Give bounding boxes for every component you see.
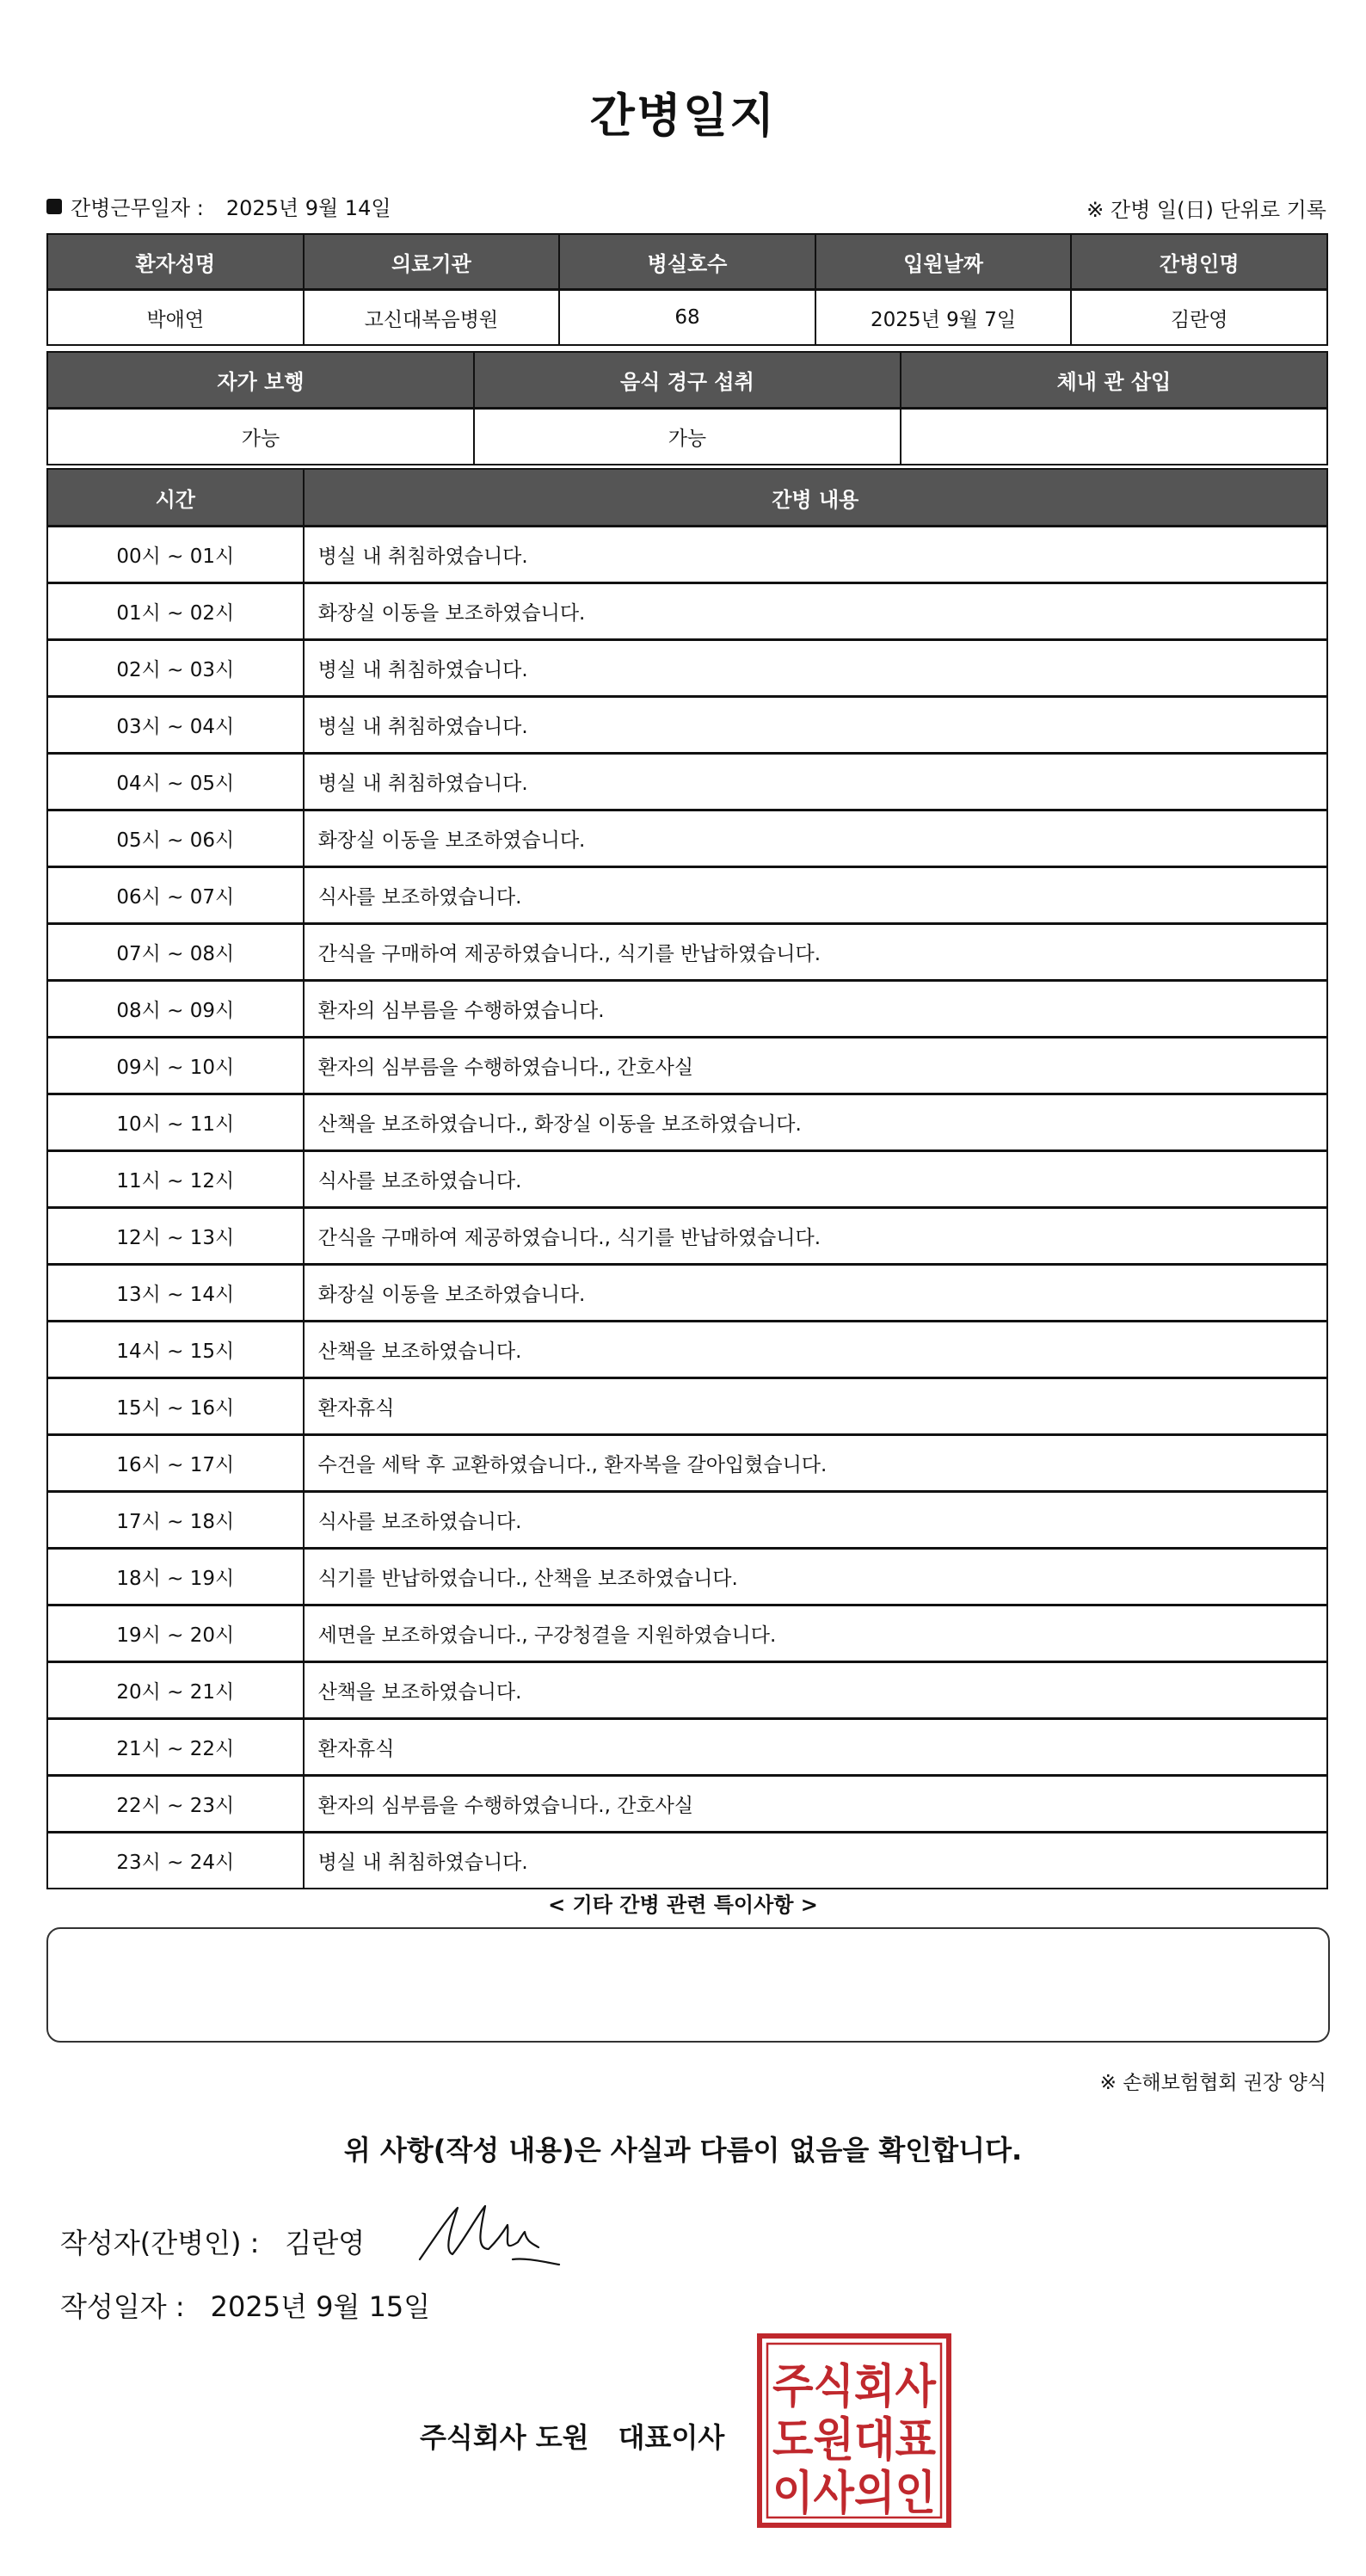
admission-date: 2025년 9월 7일 — [815, 290, 1072, 346]
care-content: 병실 내 취침하였습니다. — [304, 697, 1327, 754]
header-room-number: 병실호수 — [559, 234, 815, 290]
time-slot: 16시 ~ 17시 — [47, 1435, 304, 1492]
writer-line — [60, 2222, 365, 2261]
work-date — [46, 191, 391, 221]
table-row — [47, 1605, 1327, 1662]
written-date-line — [60, 2285, 430, 2325]
writer-label: 작성자(간병인) : — [60, 2227, 260, 2259]
care-content: 화장실 이동을 보조하였습니다. — [304, 1265, 1327, 1322]
care-content: 간식을 구매하여 제공하였습니다., 식기를 반납하였습니다. — [304, 1208, 1327, 1265]
care-content: 식사를 보조하였습니다. — [304, 1151, 1327, 1208]
care-content: 화장실 이동을 보조하였습니다. — [304, 583, 1327, 640]
header-caregiver-name: 간병인명 — [1071, 234, 1327, 290]
header-time: 시간 — [47, 469, 304, 527]
care-content: 간식을 구매하여 제공하였습니다., 식기를 반납하였습니다. — [304, 924, 1327, 981]
table-row — [47, 1833, 1327, 1889]
form-source-note: ※ 손해보험협회 권장 양식 — [1099, 2072, 1326, 2094]
time-slot: 23시 ~ 24시 — [47, 1833, 304, 1889]
care-log-table — [46, 468, 1328, 1889]
company-name: 주식회사 도원 — [420, 2421, 589, 2454]
table-row — [47, 1435, 1327, 1492]
time-slot: 08시 ~ 09시 — [47, 981, 304, 1038]
oral-intake: 가능 — [474, 409, 901, 465]
time-slot: 13시 ~ 14시 — [47, 1265, 304, 1322]
care-content: 병실 내 취침하였습니다. — [304, 527, 1327, 583]
time-slot: 05시 ~ 06시 — [47, 810, 304, 867]
page-title: 간병일지 — [589, 89, 777, 143]
care-content: 환자의 심부름을 수행하였습니다., 간호사실 — [304, 1776, 1327, 1833]
work-date-value: 2025년 9월 14일 — [225, 196, 391, 220]
table-row — [47, 754, 1327, 810]
notes-title: < 기타 간병 관련 특이사항 > — [548, 1893, 818, 1917]
seal-text-line: 주식회사 — [772, 2359, 937, 2413]
care-content: 병실 내 취침하였습니다. — [304, 1833, 1327, 1889]
table-row — [47, 1038, 1327, 1094]
patient-info-table — [46, 233, 1328, 346]
time-slot: 19시 ~ 20시 — [47, 1605, 304, 1662]
time-slot: 18시 ~ 19시 — [47, 1549, 304, 1605]
time-slot: 01시 ~ 02시 — [47, 583, 304, 640]
care-content: 식기를 반납하였습니다., 산책을 보조하였습니다. — [304, 1549, 1327, 1605]
time-slot: 20시 ~ 21시 — [47, 1662, 304, 1719]
time-slot: 02시 ~ 03시 — [47, 640, 304, 697]
special-notes-box — [46, 1927, 1330, 2043]
care-content: 환자휴식 — [304, 1378, 1327, 1435]
time-slot: 09시 ~ 10시 — [47, 1038, 304, 1094]
table-row — [47, 867, 1327, 924]
care-content: 병실 내 취침하였습니다. — [304, 640, 1327, 697]
bullet-square-icon — [46, 199, 62, 214]
time-slot: 14시 ~ 15시 — [47, 1322, 304, 1378]
time-slot: 03시 ~ 04시 — [47, 697, 304, 754]
table-row — [47, 924, 1327, 981]
self-walking: 가능 — [47, 409, 474, 465]
care-content: 세면을 보조하였습니다., 구강청결을 지원하였습니다. — [304, 1605, 1327, 1662]
table-row — [47, 1265, 1327, 1322]
seal-text-line: 이사의인 — [772, 2466, 936, 2520]
care-content: 환자휴식 — [304, 1719, 1327, 1776]
time-slot: 15시 ~ 16시 — [47, 1378, 304, 1435]
care-content: 수건을 세탁 후 교환하였습니다., 환자복을 갈아입혔습니다. — [304, 1435, 1327, 1492]
table-row — [47, 1208, 1327, 1265]
time-slot: 21시 ~ 22시 — [47, 1719, 304, 1776]
care-content: 병실 내 취침하였습니다. — [304, 754, 1327, 810]
time-slot: 22시 ~ 23시 — [47, 1776, 304, 1833]
table-row — [47, 1662, 1327, 1719]
time-slot: 00시 ~ 01시 — [47, 527, 304, 583]
table-row — [47, 1549, 1327, 1605]
time-slot: 04시 ~ 05시 — [47, 754, 304, 810]
header-patient-name: 환자성명 — [47, 234, 304, 290]
time-slot: 17시 ~ 18시 — [47, 1492, 304, 1549]
header-admission-date: 입원날짜 — [815, 234, 1072, 290]
confirmation-statement: 위 사항(작성 내용)은 사실과 다름이 없음을 확인합니다. — [343, 2134, 1023, 2166]
care-content: 환자의 심부름을 수행하였습니다., 간호사실 — [304, 1038, 1327, 1094]
care-content: 화장실 이동을 보조하였습니다. — [304, 810, 1327, 867]
header-care-content: 간병 내용 — [304, 469, 1327, 527]
table-row — [47, 583, 1327, 640]
table-row — [47, 1094, 1327, 1151]
table-row — [47, 810, 1327, 867]
writer-name: 김란영 — [285, 2227, 366, 2259]
care-content: 산책을 보조하였습니다., 화장실 이동을 보조하였습니다. — [304, 1094, 1327, 1151]
table-row — [47, 1151, 1327, 1208]
time-slot: 10시 ~ 11시 — [47, 1094, 304, 1151]
table-row — [47, 1378, 1327, 1435]
time-slot: 07시 ~ 08시 — [47, 924, 304, 981]
time-slot: 06시 ~ 07시 — [47, 867, 304, 924]
room-number: 68 — [559, 290, 815, 346]
table-row — [47, 1322, 1327, 1378]
table-row — [47, 1492, 1327, 1549]
care-content: 산책을 보조하였습니다. — [304, 1322, 1327, 1378]
time-slot: 11시 ~ 12시 — [47, 1151, 304, 1208]
seal-text-line: 도원대표 — [772, 2413, 936, 2467]
signature — [413, 2199, 568, 2271]
header-tube-insertion: 체내 관 삽입 — [901, 352, 1327, 409]
care-content: 환자의 심부름을 수행하였습니다. — [304, 981, 1327, 1038]
patient-status-table — [46, 351, 1328, 465]
table-row — [47, 640, 1327, 697]
header-hospital: 의료기관 — [304, 234, 560, 290]
header-oral-intake: 음식 경구 섭취 — [474, 352, 901, 409]
table-row — [47, 1719, 1327, 1776]
care-content: 산책을 보조하였습니다. — [304, 1662, 1327, 1719]
caregiver-name: 김란영 — [1071, 290, 1327, 346]
company-signoff — [420, 2416, 724, 2456]
time-slot: 12시 ~ 13시 — [47, 1208, 304, 1265]
company-seal — [757, 2333, 951, 2528]
hospital: 고신대복음병원 — [304, 290, 560, 346]
work-date-label: 간병근무일자 : — [71, 196, 204, 220]
patient-name: 박애연 — [47, 290, 304, 346]
table-row — [47, 527, 1327, 583]
table-row — [47, 981, 1327, 1038]
company-position: 대표이사 — [618, 2421, 725, 2454]
care-content: 식사를 보조하였습니다. — [304, 867, 1327, 924]
written-date-value: 2025년 9월 15일 — [210, 2290, 431, 2323]
tube-insertion — [901, 409, 1327, 465]
table-row — [47, 1776, 1327, 1833]
header-self-walking: 자가 보행 — [47, 352, 474, 409]
record-unit-note: ※ 간병 일(日) 단위로 기록 — [1086, 198, 1326, 222]
table-row — [47, 697, 1327, 754]
care-content: 식사를 보조하였습니다. — [304, 1492, 1327, 1549]
written-date-label: 작성일자 : — [60, 2290, 185, 2323]
